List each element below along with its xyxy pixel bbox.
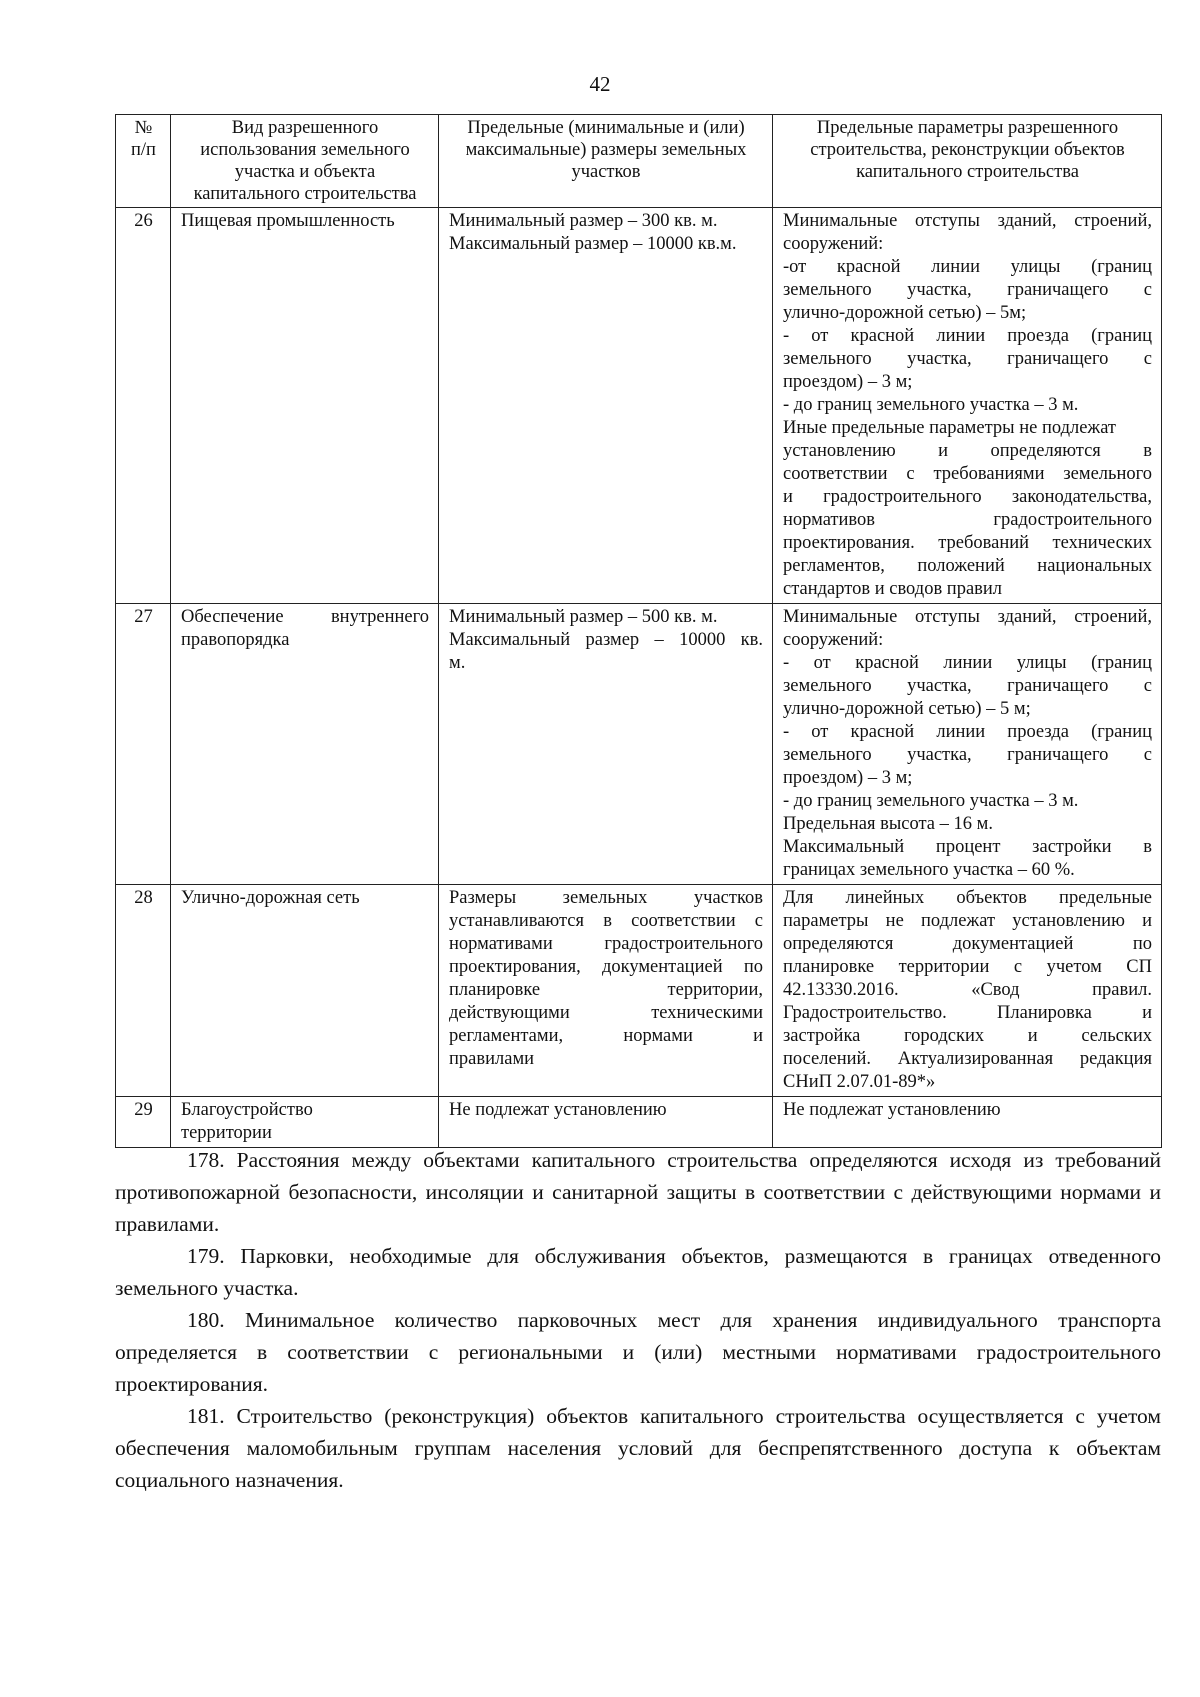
row-number: 28 — [116, 885, 171, 1097]
row-number: 27 — [116, 604, 171, 885]
page-number: 42 — [589, 72, 611, 96]
header-plot-sizes: Предельные (минимальные и (или) максимальные) размеры земельных участков — [439, 115, 773, 208]
plot-size-cell: Минимальный размер – 500 кв. м. Максимальный размер – 10000 кв. м. — [439, 604, 773, 885]
table-row — [116, 885, 1162, 1097]
construction-params-cell: Минимальные отступы зданий, строений, сооружений: - от красной линии улицы (границ земельного участка, граничащего с улично-дорожной сетью) – 5 м; - от красной линии проезда (границ земельного участка, граничащего с проездом) – 3 м; - до границ земельного участка – 3 м. Предельная высота – 16 м. Максимальный процент застройки в границах земельного участка – 60 %. — [773, 604, 1162, 885]
plot-size-cell: Минимальный размер – 300 кв. м. Максимальный размер – 10000 кв.м. — [439, 208, 773, 604]
construction-params-cell: Минимальные отступы зданий, строений, сооружений: -от красной линии улицы (границ земельного участка, граничащего с улично-дорожной сетью) – 5м; - от красной линии проезда (границ земельного участка, граничащего с проездом) – 3 м; - до границ земельного участка – 3 м. Иные предельные параметры не подлежат установлению и определяются в соответствии с требованиями земельного и градостроительного законодательства, нормативов градостроительного проектирования. требований технических регламентов, положений национальных стандартов и сводов правил — [773, 208, 1162, 604]
permitted-use-cell: Обеспечение внутреннего правопорядка — [171, 604, 439, 885]
plot-size-cell: Не подлежат установлению — [439, 1097, 773, 1148]
table-row — [116, 604, 1162, 885]
header-construction-params: Предельные параметры разрешенного строительства, реконструкции объектов капитального строительства — [773, 115, 1162, 208]
body-paragraphs — [115, 1144, 1161, 1496]
construction-params-cell: Для линейных объектов предельные параметры не подлежат установлению и определяются документацией по планировке территории с учетом СП 42.13330.2016. «Свод правил. Градостроительство. Планировка и застройка городских и сельских поселений. Актуализированная редакция СНиП 2.07.01-89*» — [773, 885, 1162, 1097]
paragraph-179: 179. Парковки, необходимые для обслуживания объектов, размещаются в границах отведенного земельного участка. — [115, 1244, 1161, 1300]
paragraph-178: 178. Расстояния между объектами капитального строительства определяются исходя из требований противопожарной безопасности, инсоляции и санитарной защиты в соответствии с действующими нормами и правилами. — [115, 1148, 1161, 1236]
construction-params-cell: Не подлежат установлению — [773, 1097, 1162, 1148]
regulations-table — [115, 114, 1162, 1148]
permitted-use-cell: Благоустройство территории — [171, 1097, 439, 1148]
table-row — [116, 208, 1162, 604]
row-number: 29 — [116, 1097, 171, 1148]
permitted-use-cell: Улично-дорожная сеть — [171, 885, 439, 1097]
table-header-row — [116, 115, 1162, 208]
permitted-use-cell: Пищевая промышленность — [171, 208, 439, 604]
paragraph-181: 181. Строительство (реконструкция) объектов капитального строительства осуществляется с учетом обеспечения маломобильным группам населения условий для беспрепятственного доступа к объектам социального назначения. — [115, 1404, 1161, 1492]
plot-size-cell: Размеры земельных участков устанавливаются в соответствии с нормативами градостроительного проектирования, документацией по планировке территории, действующими техническими регламентами, нормами и правилами — [439, 885, 773, 1097]
paragraph-180: 180. Минимальное количество парковочных мест для хранения индивидуального транспорта определяется в соответствии с региональными и (или) местными нормативами градостроительного проектирования. — [115, 1308, 1161, 1396]
row-number: 26 — [116, 208, 171, 604]
table-row — [116, 1097, 1162, 1148]
header-number: № п/п — [116, 115, 171, 208]
header-permitted-use: Вид разрешенного использования земельного участка и объекта капитального строительства — [171, 115, 439, 208]
